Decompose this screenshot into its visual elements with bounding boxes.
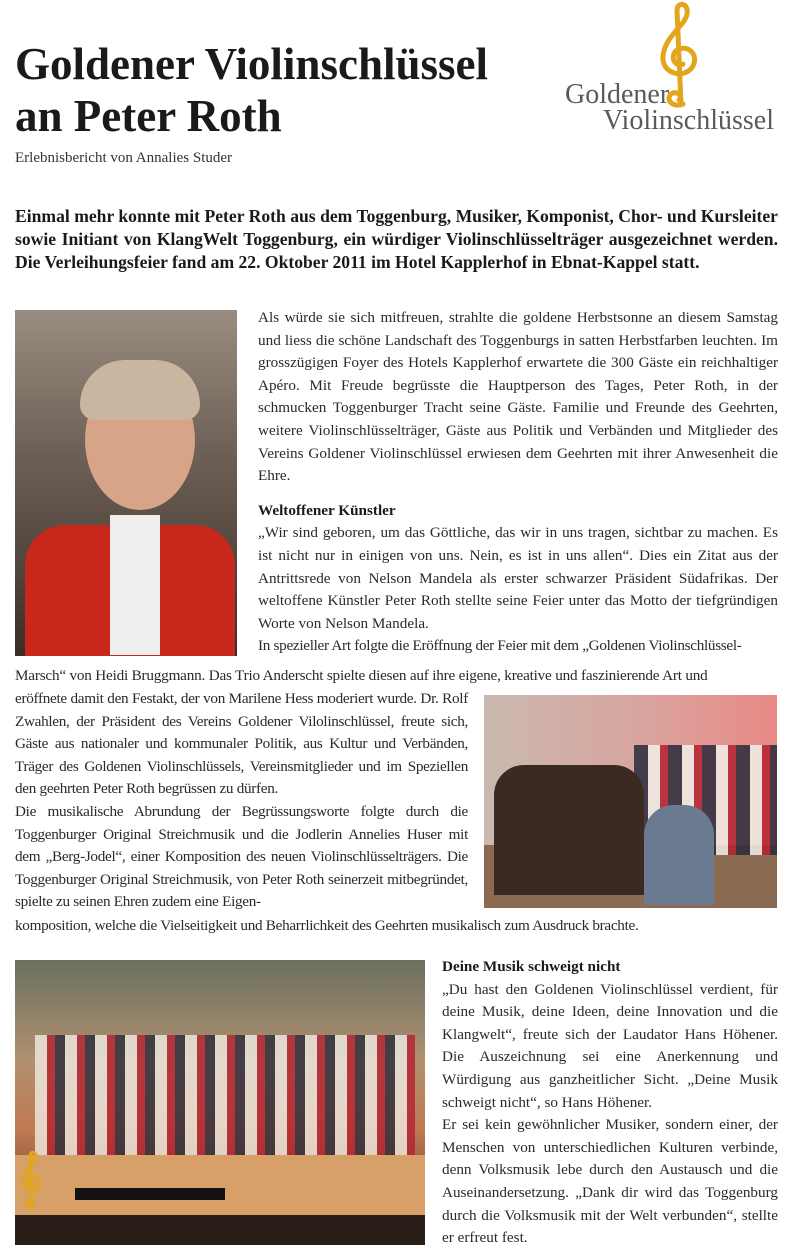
photo-choir-stage <box>15 960 425 1245</box>
logo <box>560 0 785 140</box>
closing-paragraph: Er sei kein gewöhnlicher Musiker, sondern einer, der Menschen von unterschiedlichen Kulturen verbinde, denn Volksmusik lebe durch den Austausch und die Auseinandersetzung. „Dank dir wird das Toggenburg durch die Volksmusik mit der Welt verbunden“, stellte er erfreut fest. <box>442 1116 778 1247</box>
intro-paragraph: Als würde sie sich mitfreuen, strahlte die goldene Herbstsonne an diesem Samstag und liess die schöne Landschaft des Toggenburgs in satten Herbstfarben leuchten. Im grosszügigen Foyer des Hotels Kapplerhof erwartete die 300 Gäste ein reichhaltiger Apéro. Mit Freude begrüsste die Hauptperson des Tages, Peter Roth, in der schmucken Toggenburger Tracht seine Gäste. Familie und Freunde des Geehrten, weitere Violinschlüsselträger, Gäste aus Politik und Verbänden und Mitglieder des Vereins Goldener Violinschlüssel erwiesen dem Geehrten mit ihrer Anwesenheit die Ehre. <box>258 309 778 485</box>
photo-audience <box>15 1215 425 1245</box>
title-line-2: an Peter Roth <box>15 91 282 141</box>
heading-deine-musik: Deine Musik schweigt nicht <box>442 958 621 975</box>
photo-hair <box>80 360 200 420</box>
section-laudatio <box>442 956 778 1250</box>
article-title <box>15 38 488 142</box>
music-paragraph-end: komposition, welche die Vielseitigkeit und Beharrlichkeit des Geehrten musikalisch zum Ausdruck brachte. <box>15 917 639 934</box>
photo-piano <box>75 1188 225 1200</box>
laudatio-paragraph: „Du hast den Goldenen Violinschlüssel verdient, für deine Musik, deine Ideen, deine Innovation und die Klangwelt“, freute sich der Laudator Hans Höhener. Die Auszeichnung sei eine Anerkennung und Würdigung aus ganzheitlicher Sicht. „Deine Musik schweigt nicht“, so Hans Höhener. <box>442 980 778 1111</box>
logo-line-2: Violinschlüssel <box>603 105 774 136</box>
heading-weltoffener-kuenstler: Weltoffener Künstler <box>258 501 396 519</box>
welcome-paragraph: eröffnete damit den Festakt, der von Marilene Hess moderiert wurde. Dr. Rolf Zwahlen, der Präsident des Vereins Goldener Vilolinschlüssel, freute sich, Gäste aus nationaler und kommunaler Politik, aus Kultur und Verbänden, Träger des Goldenen Violinschlüssels, Vereinsmitglieder und im Speziellen den geehrten Peter Roth begrüssen zu dürfen. <box>15 690 468 798</box>
photo-stage-musicians <box>484 695 777 908</box>
photo-peter-roth <box>15 310 237 656</box>
treble-clef-icon <box>17 1150 47 1210</box>
byline: Erlebnisbericht von Annalies Studer <box>15 150 233 166</box>
title-line-1: Goldener Violinschlüssel <box>15 39 489 89</box>
mandela-paragraph: „Wir sind geboren, um das Göttliche, das wir in uns tragen, sichtbar zu machen. Es ist nicht nur in einigen von uns. Nein, es ist in uns allen“. Dies ein Zitat aus der Antrittsrede von Nelson Mandela als erster schwarzer Präsident Südafrikas. Der weltoffene Künstler Peter Roth stellte seine Feier unter das Motto der tiefgründigen Worte von Nelson Mandela. <box>258 524 778 632</box>
section-intro <box>258 307 778 658</box>
photo-choir-group <box>35 1035 415 1155</box>
lead-paragraph: Einmal mehr konnte mit Peter Roth aus dem Toggenburg, Musiker, Komponist, Chor- und Kursleiter sowie Initiant von KlangWelt Toggenburg, ein würdiger Violinschlüsselträger ausgezeichnet werden. Die Verleihungsfeier fand am 22. Oktober 2011 im Hotel Kapplerhof in Ebnat-Kappel statt. <box>15 206 778 272</box>
logo-line-1: Goldener <box>565 79 670 110</box>
opening-paragraph-fullwidth: Marsch“ von Heidi Bruggmann. Das Trio Anderscht spielte diesen auf ihre eigene, kreative und faszinierende Art und <box>15 667 708 684</box>
opening-paragraph-start: In spezieller Art folgte die Eröffnung der Feier mit dem „Goldenen Violinschlüssel- <box>258 637 742 655</box>
music-paragraph: Die musikalische Abrundung der Begrüssungsworte folgte durch die Toggenburger Original Streichmusik und die Jodlerin Annelies Huser mit dem „Berg-Jodel“, einer Komposition des neuen Violinschlüsselträgers. Die Toggenburger Original Streichmusik, von Peter Roth seinerzeit mitbegründet, spielte zu seinen Ehren zudem eine Eigen- <box>15 802 468 911</box>
photo-man-blue-shirt <box>644 805 714 905</box>
photo-musicians <box>494 765 644 895</box>
section-welcome <box>15 688 468 914</box>
photo-shirt <box>110 515 160 655</box>
